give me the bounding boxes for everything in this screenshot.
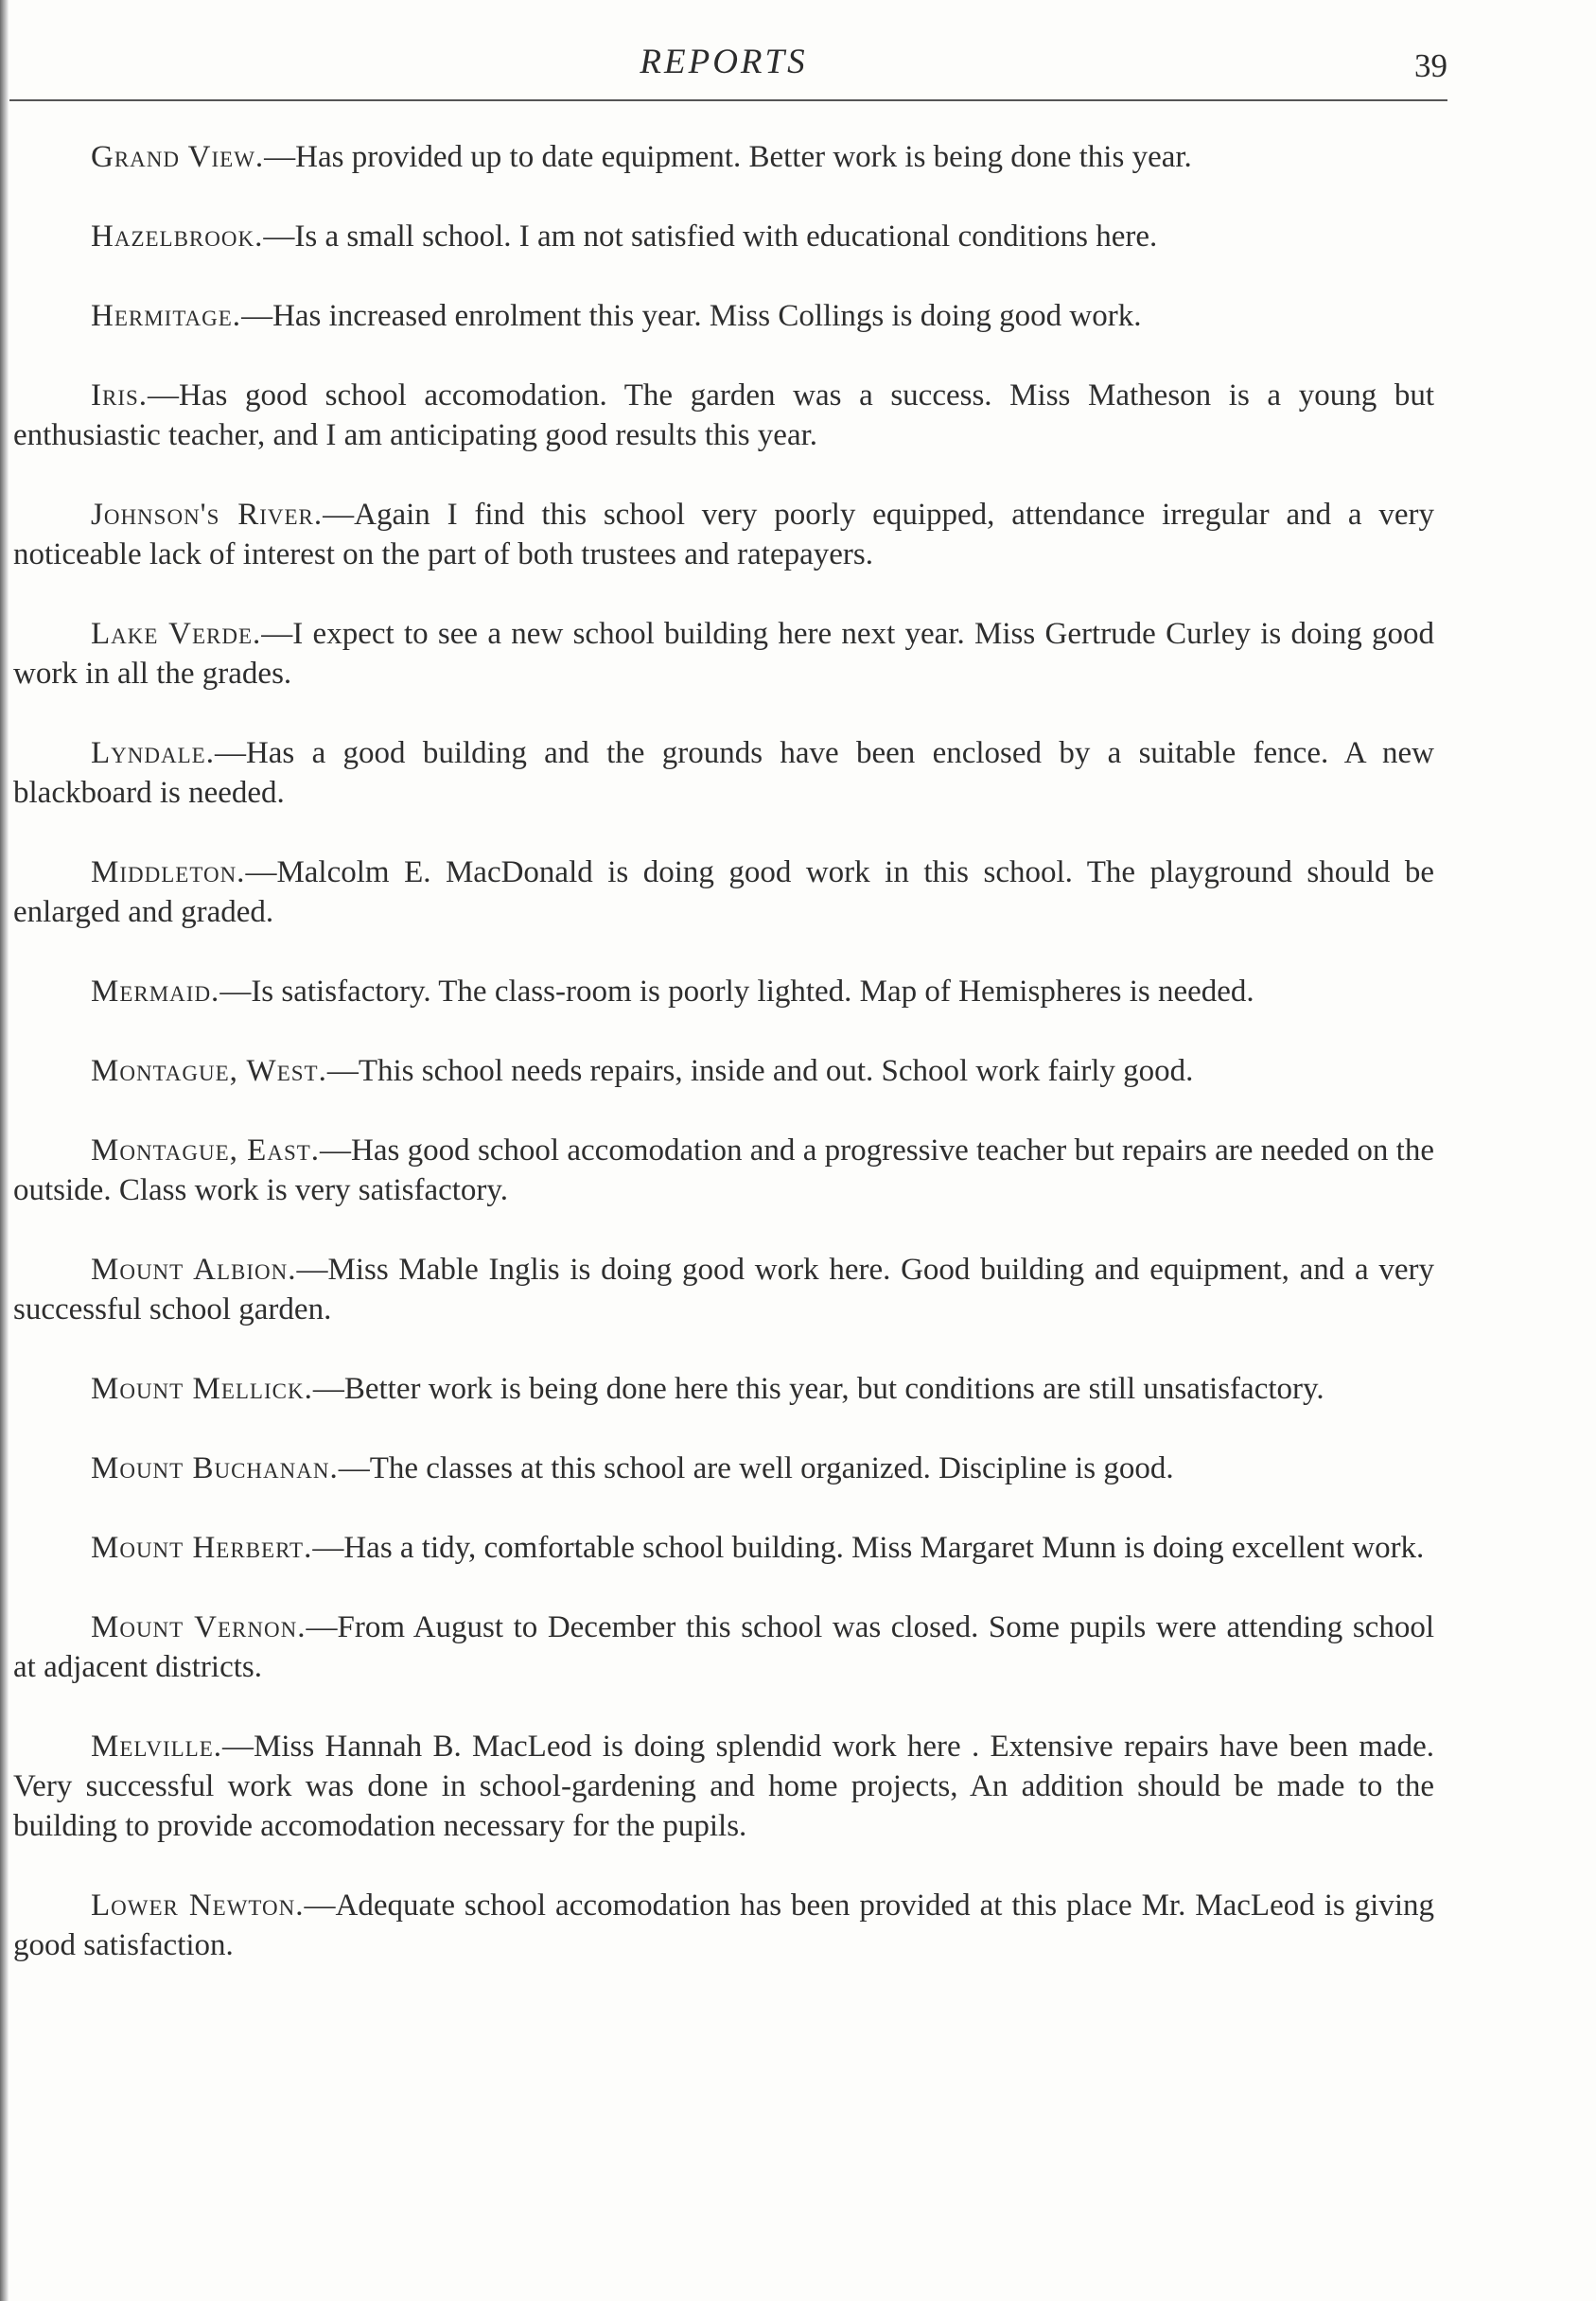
running-title: REPORTS	[640, 43, 808, 81]
report-entry	[13, 1369, 1434, 1409]
report-text: —Better work is being done here this year, but conditions are still unsatisfactory.	[312, 1372, 1324, 1406]
report-text: —Is a small school. I am not satisfied with educational conditions here.	[263, 220, 1158, 254]
school-name: Montague, East.	[91, 1133, 321, 1168]
report-entry	[13, 972, 1434, 1011]
report-entry	[13, 1250, 1434, 1329]
report-text: —The classes at this school are well organized. Discipline is good.	[338, 1451, 1174, 1485]
school-name: Iris.	[91, 378, 149, 413]
school-name: Melville.	[91, 1730, 222, 1764]
report-entry	[13, 376, 1434, 455]
school-name: Mermaid.	[91, 975, 220, 1009]
report-entry	[13, 1449, 1434, 1488]
binding-shadow	[0, 0, 9, 2301]
report-entry	[13, 1886, 1434, 1965]
report-entry	[13, 1528, 1434, 1568]
school-name: Mount Mellick.	[91, 1372, 313, 1406]
school-name: Montague, West.	[91, 1054, 327, 1088]
report-text: —Has increased enrolment this year. Miss Collings is doing good work.	[241, 299, 1142, 333]
report-entry	[13, 495, 1434, 574]
report-text: —Miss Hannah B. MacLeod is doing splendid work here . Extensive repairs have been made. Very successful work was done in school-gardening and home projects, An addition should be made to the building to provide accomodation necessary for the pupils.	[13, 1730, 1434, 1843]
report-entry	[13, 614, 1434, 694]
report-entry	[13, 217, 1434, 256]
report-text: —Has a good building and the grounds have been enclosed by a suitable fence. A new blackboard is needed.	[13, 736, 1434, 810]
report-entry	[13, 733, 1434, 813]
report-entry	[13, 1607, 1434, 1687]
school-name: Mount Herbert.	[91, 1531, 313, 1565]
report-text: —Miss Mable Inglis is doing good work here. Good building and equipment, and a very successful school garden.	[13, 1253, 1434, 1326]
report-text: —I expect to see a new school building here next year. Miss Gertrude Curley is doing good work in all the grades.	[13, 617, 1434, 691]
school-name: Lake Verde.	[91, 617, 262, 651]
school-name: Middleton.	[91, 855, 246, 889]
report-text: —Has good school accomodation. The garden was a success. Miss Matheson is a young but enthusiastic teacher, and I am anticipating good results this year.	[13, 378, 1434, 452]
report-text: —Is satisfactory. The class-room is poorly lighted. Map of Hemispheres is needed.	[219, 975, 1254, 1009]
report-entry	[13, 852, 1434, 932]
school-name: Johnson's River.	[91, 498, 324, 532]
report-text: —This school needs repairs, inside and out. School work fairly good.	[326, 1054, 1194, 1088]
report-text: —Has provided up to date equipment. Better work is being done this year.	[264, 140, 1192, 174]
report-text: —Again I find this school very poorly equipped, attendance irregular and a very noticeable lack of interest on the part of both trustees and ratepayers.	[13, 498, 1434, 571]
school-name: Mount Buchanan.	[91, 1451, 339, 1485]
school-name: Lyndale.	[91, 736, 215, 770]
header-rule	[9, 99, 1447, 101]
report-entry	[13, 1131, 1434, 1210]
report-entry	[13, 1051, 1434, 1091]
report-entry	[13, 1727, 1434, 1846]
school-name: Mount Albion.	[91, 1253, 297, 1287]
report-entry	[13, 137, 1434, 177]
report-text: —Malcolm E. MacDonald is doing good work in this school. The playground should be enlarged and graded.	[13, 855, 1434, 929]
page-number: 39	[1414, 47, 1447, 84]
school-name: Mount Vernon.	[91, 1610, 307, 1644]
report-text: —Has good school accomodation and a progressive teacher but repairs are needed on the outside. Class work is very satisfactory.	[13, 1133, 1434, 1207]
report-text: —Has a tidy, comfortable school building. Miss Margaret Munn is doing excellent work.	[312, 1531, 1425, 1565]
school-name: Hermitage.	[91, 299, 242, 333]
school-name: Grand View.	[91, 140, 265, 174]
report-text: —Adequate school accomodation has been provided at this place Mr. MacLeod is giving good satisfaction.	[13, 1888, 1435, 1962]
report-entry	[13, 296, 1434, 336]
report-entries	[13, 137, 1434, 2005]
running-header	[0, 42, 1447, 98]
report-text: —From August to December this school was closed. Some pupils were attending school at adjacent districts.	[13, 1610, 1434, 1684]
school-name: Hazelbrook.	[91, 220, 264, 254]
school-name: Lower Newton.	[91, 1888, 305, 1923]
